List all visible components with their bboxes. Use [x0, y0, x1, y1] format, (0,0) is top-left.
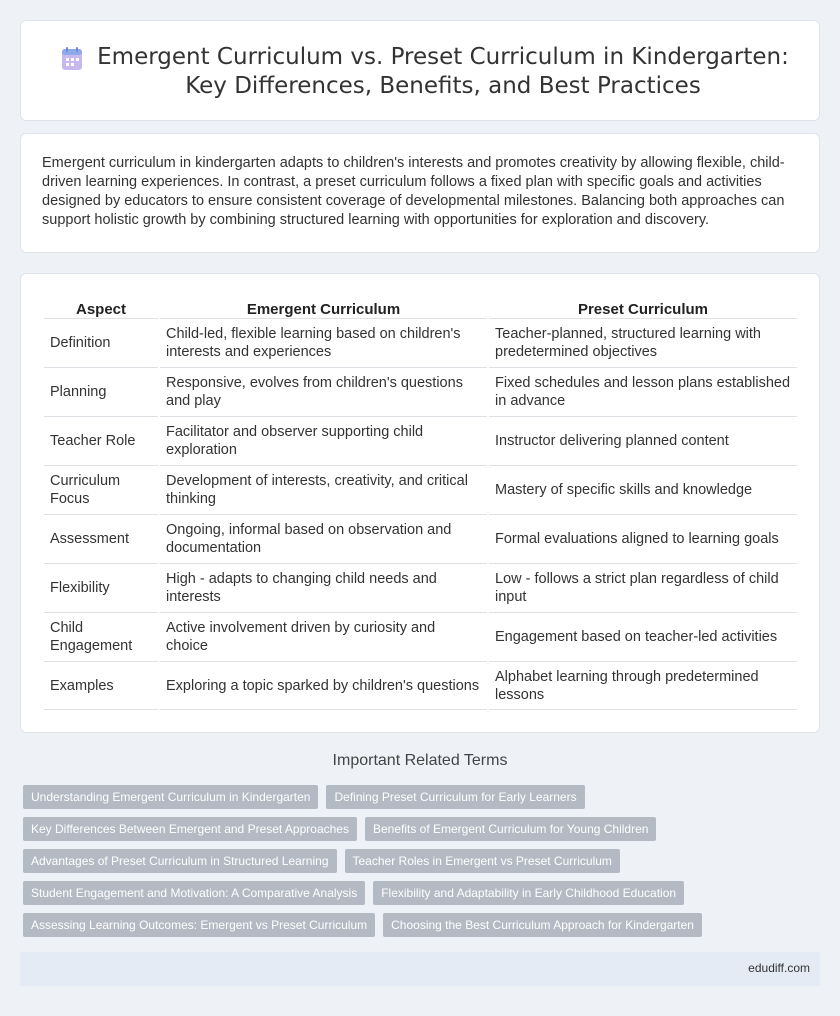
cell-emergent: Child-led, flexible learning based on children's interests and experiences [160, 318, 487, 367]
cell-preset: Mastery of specific skills and knowledge [489, 465, 797, 514]
related-term-tag[interactable]: Teacher Roles in Emergent vs Preset Curriculum [345, 849, 620, 873]
intro-card [20, 133, 820, 253]
cell-aspect: Teacher Role [44, 416, 158, 465]
related-term-tag[interactable]: Choosing the Best Curriculum Approach for Kindergarten [383, 913, 702, 937]
footer [20, 952, 820, 986]
table-row [44, 612, 797, 661]
header-preset: Preset Curriculum [577, 301, 709, 318]
header-emergent: Emergent Curriculum [246, 301, 401, 318]
related-term-tag[interactable]: Flexibility and Adaptability in Early Childhood Education [373, 881, 684, 905]
cell-preset: Fixed schedules and lesson plans established in advance [489, 367, 797, 416]
table-header-row [44, 296, 797, 318]
cell-aspect: Curriculum Focus [44, 465, 158, 514]
related-term-tag[interactable]: Benefits of Emergent Curriculum for Young Children [365, 817, 656, 841]
tag-row [23, 913, 813, 937]
comparison-table [42, 296, 799, 710]
cell-aspect: Flexibility [44, 563, 158, 612]
table-row [44, 661, 797, 710]
tag-row [23, 785, 813, 809]
cell-aspect: Definition [44, 318, 158, 367]
table-row [44, 318, 797, 367]
cell-preset: Alphabet learning through predetermined lessons [489, 661, 797, 710]
table-row [44, 367, 797, 416]
tag-row [23, 849, 813, 873]
comparison-card [20, 273, 820, 733]
cell-preset: Engagement based on teacher-led activities [489, 612, 797, 661]
table-row [44, 563, 797, 612]
cell-emergent: Facilitator and observer supporting child exploration [160, 416, 487, 465]
footer-site-link[interactable]: edudiff.com [748, 961, 810, 975]
cell-aspect: Examples [44, 661, 158, 710]
cell-preset: Teacher-planned, structured learning with predetermined objectives [489, 318, 797, 367]
title-card [20, 20, 820, 121]
related-term-tag[interactable]: Key Differences Between Emergent and Preset Approaches [23, 817, 357, 841]
page-title: Emergent Curriculum vs. Preset Curriculum in Kindergarten: Key Differences, Benefits, and Best Practices [97, 44, 789, 99]
intro-paragraph: Emergent curriculum in kindergarten adapts to children's interests and promotes creativity by allowing flexible, child-driven learning experiences. In contrast, a preset curriculum follows a fixed plan with specific goals and activities designed by educators to ensure consistent coverage of developmental milestones. Balancing both approaches can support holistic growth by combining structured learning with opportunities for exploration and discovery. [42, 155, 785, 228]
cell-aspect: Child Engagement [44, 612, 158, 661]
related-terms-list [23, 785, 813, 945]
related-term-tag[interactable]: Student Engagement and Motivation: A Comparative Analysis [23, 881, 365, 905]
table-row [44, 416, 797, 465]
cell-aspect: Assessment [44, 514, 158, 563]
related-terms-heading: Important Related Terms [332, 752, 508, 769]
cell-emergent: High - adapts to changing child needs and interests [160, 563, 487, 612]
cell-aspect: Planning [44, 367, 158, 416]
cell-emergent: Responsive, evolves from children's questions and play [160, 367, 487, 416]
related-term-tag[interactable]: Defining Preset Curriculum for Early Learners [326, 785, 584, 809]
table-row [44, 514, 797, 563]
cell-preset: Low - follows a strict plan regardless of child input [489, 563, 797, 612]
cell-emergent: Ongoing, informal based on observation and documentation [160, 514, 487, 563]
related-term-tag[interactable]: Understanding Emergent Curriculum in Kindergarten [23, 785, 318, 809]
tag-row [23, 817, 813, 841]
tag-row [23, 881, 813, 905]
header-aspect: Aspect [75, 301, 127, 318]
cell-emergent: Active involvement driven by curiosity and choice [160, 612, 487, 661]
cell-preset: Formal evaluations aligned to learning goals [489, 514, 797, 563]
cell-emergent: Exploring a topic sparked by children's questions [160, 661, 487, 710]
table-row [44, 465, 797, 514]
cell-emergent: Development of interests, creativity, and critical thinking [160, 465, 487, 514]
related-term-tag[interactable]: Advantages of Preset Curriculum in Structured Learning [23, 849, 337, 873]
cell-preset: Instructor delivering planned content [489, 416, 797, 465]
related-term-tag[interactable]: Assessing Learning Outcomes: Emergent vs Preset Curriculum [23, 913, 375, 937]
